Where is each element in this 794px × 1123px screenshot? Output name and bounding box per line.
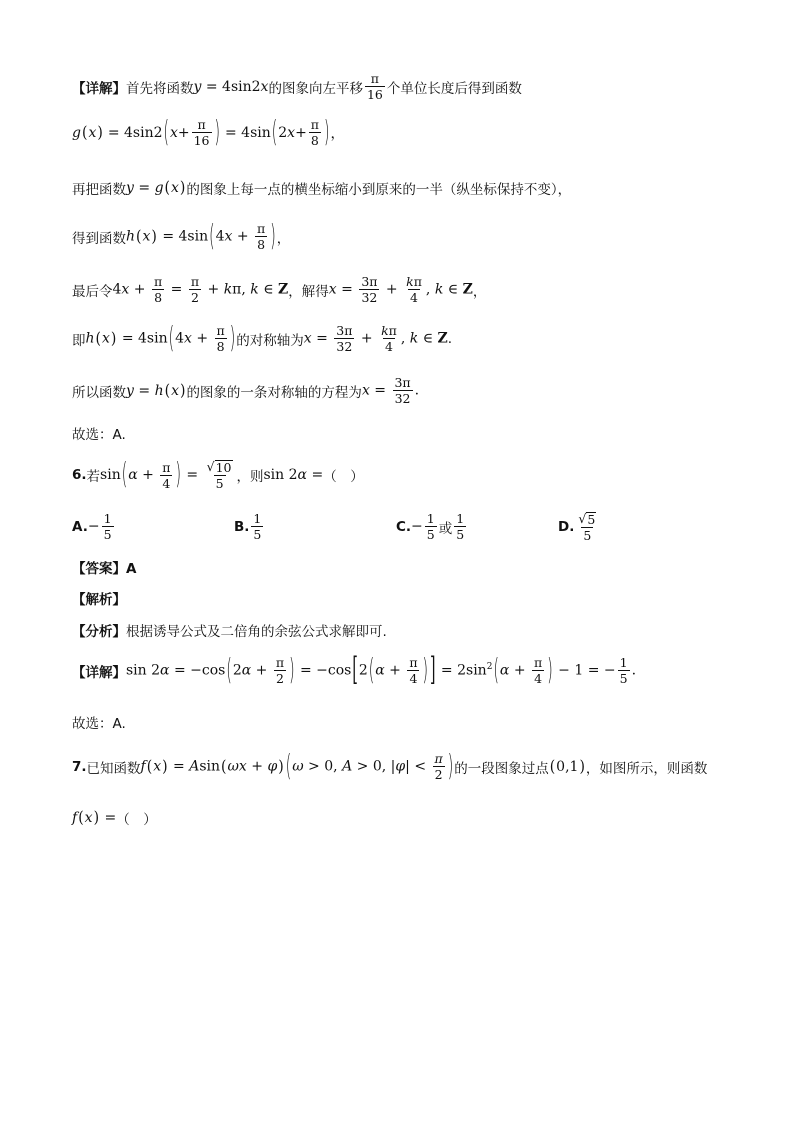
option-d-value: √ 5 5 [578, 511, 596, 544]
text: 首先将函数 [126, 80, 194, 97]
question-number: 6. [72, 467, 87, 484]
math-x-3pi-32: x = $\frac{3\pi}{32}$ . [361, 375, 420, 407]
option-a-label: A. [72, 518, 88, 535]
answer-text: 故选：A. [72, 427, 126, 443]
detail-line-4 [72, 219, 291, 254]
math-sin2a: sin 2α = [263, 467, 324, 484]
math-f-of-x-def: f(x) = Asin(ωx + φ) (ω > 0, A > 0, |φ| < $\frac{\pi}{2}$ ) [140, 749, 454, 784]
text: 即 [72, 332, 86, 349]
answer-text: 【答案】A [72, 561, 137, 577]
question-6 [72, 460, 364, 490]
math-h-of-x: h(x) = 4sin(4x + $\frac{\pi}{8}$ ) [126, 219, 276, 254]
option-c-value: − $\frac{1}{5}$ [411, 511, 435, 543]
text: 所以函数 [72, 384, 126, 401]
option-c-value-2: $\frac{1}{5}$ [456, 511, 465, 543]
jiexi-text: 【解析】 [72, 592, 126, 608]
math-frac-pi-16: $\frac{\pi}{16}$ [366, 71, 383, 103]
text: . [447, 330, 453, 347]
option-d[interactable] [558, 512, 600, 542]
text: 再把函数 [72, 182, 126, 198]
fenxi-tag: 【分析】 [72, 624, 126, 640]
option-b[interactable] [234, 512, 265, 541]
text: （ ） [116, 812, 157, 828]
math-derivation-6: sin 2α = −cos(2α + $\frac{\pi}{2}$ ) = −cos[2(α + $\frac{\pi}{4}$ ) ] = $2\sin^2(\alpha$ + $\frac{\pi}{4}$ ) − 1 = − $\frac{1}{5}$ . [126, 652, 637, 690]
option-a[interactable] [72, 512, 116, 541]
math-y-4sin2x: y = 4sin2x [193, 78, 269, 95]
text: 已知函数 [86, 760, 141, 777]
fenxi-text: 根据诱导公式及二倍角的余弦公式求解即可. [126, 624, 387, 640]
option-c-or: 或 [438, 520, 453, 537]
math-equation-5: 4x + $\frac{\pi}{8}$ = $\frac{\pi}{2}$ + kπ, k ∈ Z [112, 274, 289, 306]
text: 的对称轴为 [236, 332, 304, 349]
answer-text: 故选：A. [72, 716, 126, 732]
text: 的图象上每一点的横坐标缩小到原来的一半（纵坐标保持不变）， [186, 182, 572, 198]
detail-line-3 [72, 178, 571, 198]
math-f-of-x: f(x) = [72, 808, 117, 828]
text: ，则 [236, 469, 264, 486]
math-y-h-x: y = h(x) [126, 381, 186, 400]
math-g-of-x: g ( x ) = 4sin2 ( x + $\frac{\pi}{16}$ ) = 4sin ( 2 x + $\frac{\pi}{8}$ ) ， [72, 115, 345, 150]
option-c[interactable] [396, 512, 468, 541]
option-d-label: D. [558, 519, 575, 536]
detail-line-5 [72, 275, 486, 304]
text: （ ） [323, 469, 364, 486]
question-7-line-2 [72, 808, 157, 828]
option-a-value: − $\frac{1}{5}$ [87, 511, 112, 543]
option-c-label: C. [396, 518, 412, 535]
detail-line-6 [72, 321, 453, 356]
question-7 [72, 749, 708, 784]
answer-choice-6 [72, 712, 126, 732]
detail-line-7 [72, 376, 419, 405]
answer-choice-5 [72, 423, 126, 443]
math-point: (0,1) [549, 757, 585, 776]
option-b-value: $\frac{1}{5}$ [253, 511, 262, 543]
text: 得到函数 [72, 230, 126, 247]
question-number: 7. [72, 758, 87, 775]
text: ， [472, 283, 487, 300]
answer-line [72, 557, 136, 577]
text: 最后令 [72, 283, 113, 300]
text: ，如图所示，则函数 [585, 760, 708, 777]
math-axis-6: x = $\frac{3\pi}{32}$ + $\frac{k\pi}{4}$ , k ∈ Z [303, 323, 448, 355]
text: 的图象的一条对称轴的方程为 [186, 384, 362, 401]
detail-tag: 【详解】 [72, 80, 126, 97]
math-y-g-x: y = g(x) [126, 178, 186, 198]
text: ，解得 [288, 283, 329, 300]
text: 若 [86, 469, 101, 486]
text: ， [276, 230, 291, 247]
math-condition-6: sin(α + $\frac{\pi}{4}$ ) = √ 10 5 [100, 458, 232, 492]
detail-tag: 【详解】 [72, 664, 126, 681]
math-h-of-x-2: h(x) = 4sin(4x + $\frac{\pi}{8}$ ) [85, 321, 236, 356]
text: 个单位长度后得到函数 [386, 80, 522, 97]
option-b-label: B. [234, 518, 250, 535]
text: 的图象向左平移 [268, 80, 363, 97]
detail-line-1 [72, 72, 522, 101]
detail-6 [72, 652, 637, 690]
jiexi-line [72, 588, 126, 608]
fenxi-line [72, 620, 387, 640]
text: 的一段图象过点 [454, 760, 549, 777]
math-solution-5: x = $\frac{3\pi}{32}$ + $\frac{k\pi}{4}$ , k ∈ Z [328, 274, 473, 306]
